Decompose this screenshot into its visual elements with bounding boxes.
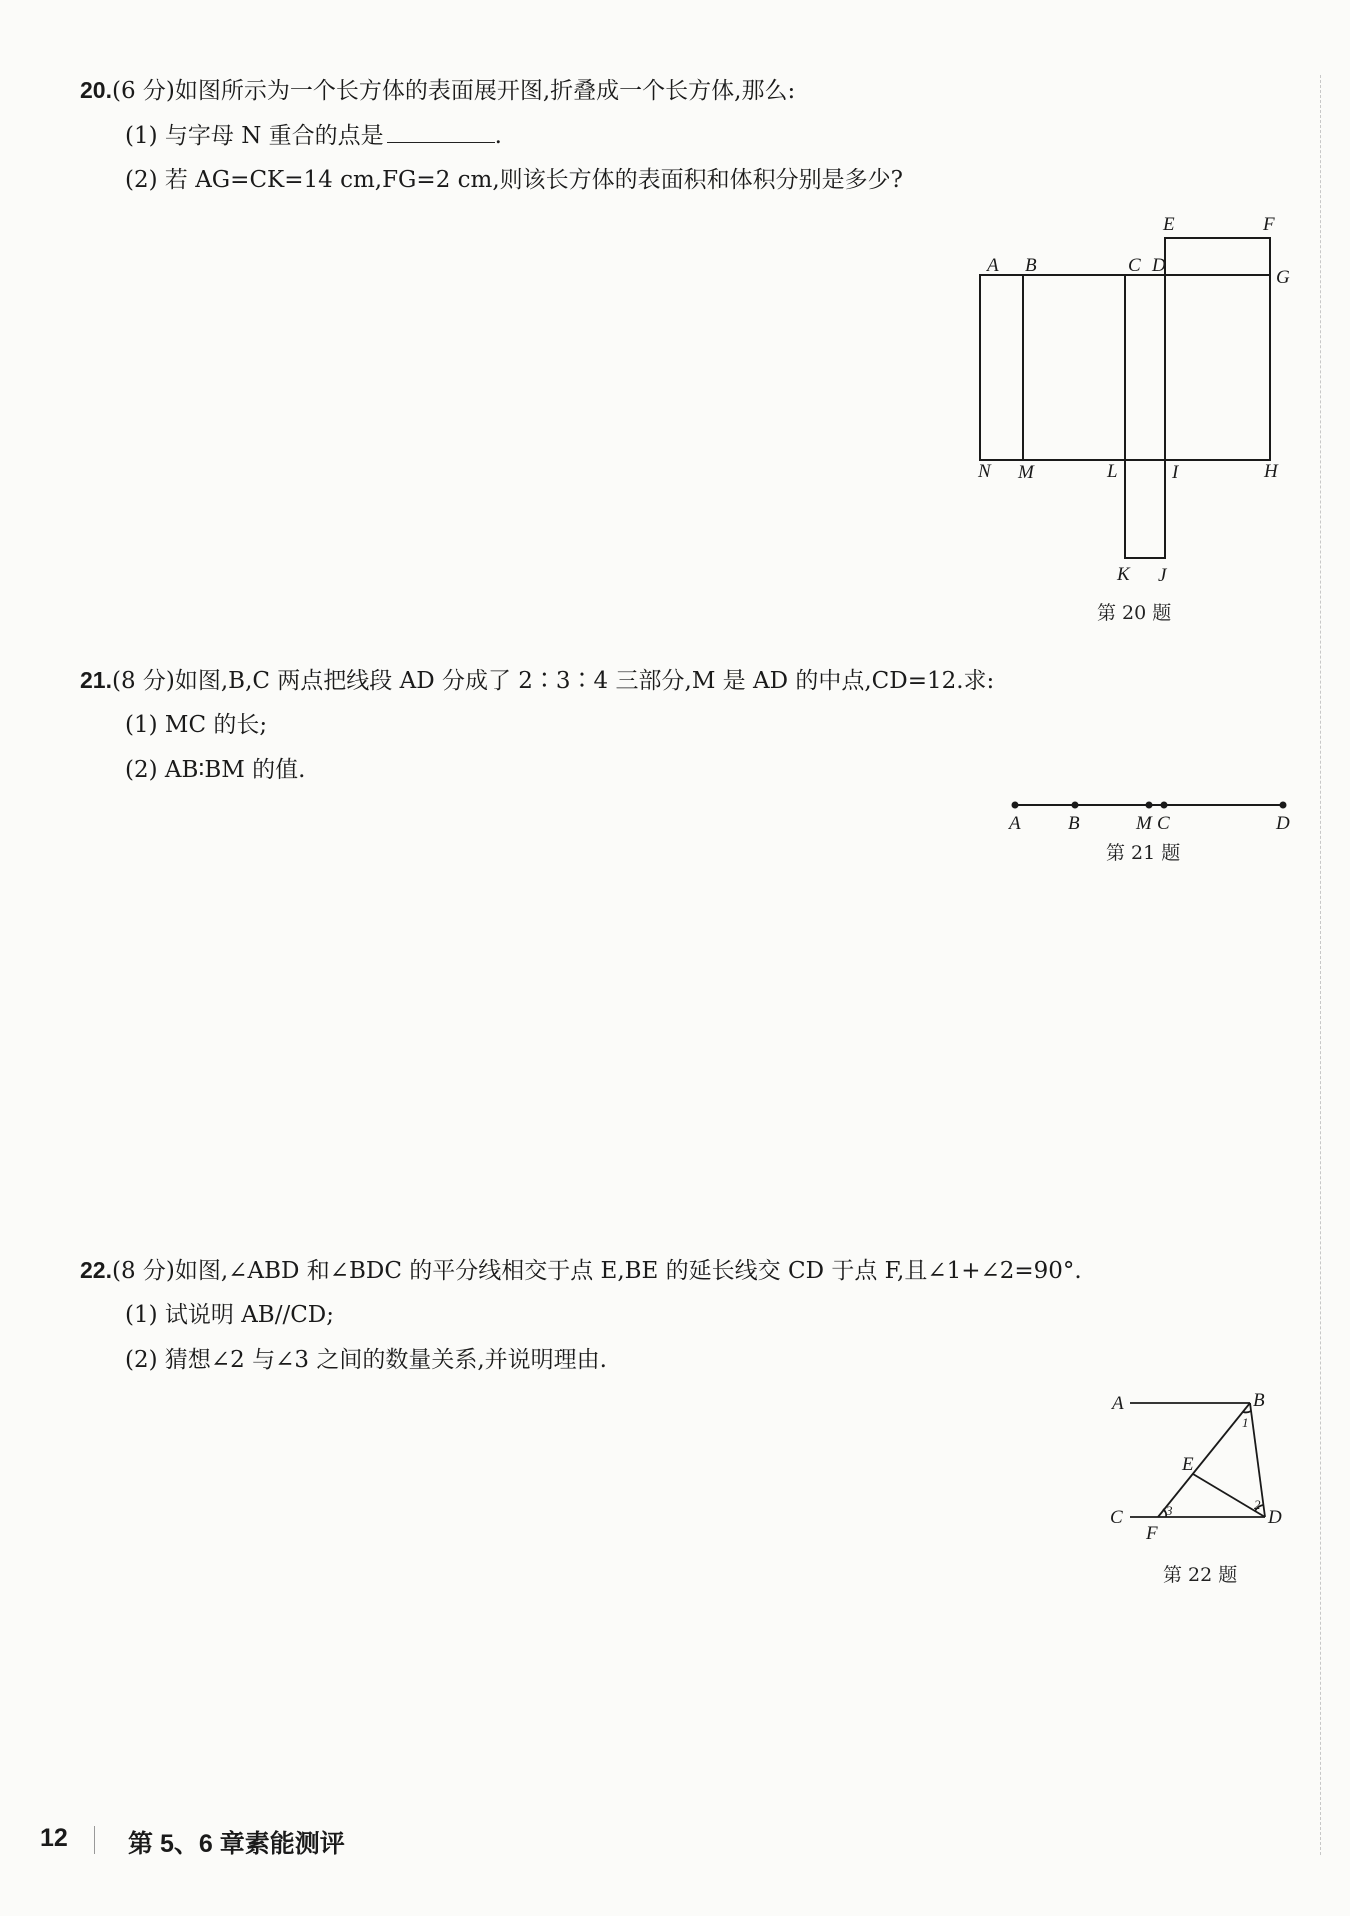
label-angle-3: 3 (1166, 1503, 1173, 1518)
label-A: A (987, 255, 999, 276)
label-J: J (1158, 565, 1167, 586)
label-B: B (1068, 813, 1080, 834)
label-E: E (1163, 214, 1175, 235)
label-I: I (1172, 462, 1179, 483)
q20-stem (80, 75, 795, 106)
q21-part1: (1) MC 的长; (125, 712, 268, 738)
point-C (1161, 802, 1168, 809)
page-number: 12 (40, 1824, 68, 1852)
label-A: A (1112, 1393, 1124, 1414)
q22-part1: (1) 试说明 AB//CD; (125, 1302, 334, 1328)
label-angle-2: 2 (1254, 1497, 1261, 1512)
q20-part1-text: (1) 与字母 N 重合的点是 (125, 123, 384, 149)
label-F: F (1263, 214, 1275, 235)
q22-figure-angles (1100, 1385, 1300, 1555)
label-E: E (1182, 1454, 1194, 1475)
label-B: B (1025, 255, 1037, 276)
label-D: D (1268, 1507, 1282, 1528)
label-N: N (978, 461, 991, 482)
point-D (1280, 802, 1287, 809)
label-F: F (1146, 1523, 1158, 1544)
point-B (1072, 802, 1079, 809)
q20-part1-end: . (494, 123, 502, 149)
q20-answer-blank[interactable] (387, 120, 495, 143)
q21-stem-text: (8 分)如图,B,C 两点把线段 AD 分成了 2∶3∶4 三部分,M 是 AD 的中点,CD=12.求: (111, 668, 995, 694)
label-L: L (1107, 461, 1118, 482)
label-H: H (1264, 461, 1278, 482)
label-angle-1: 1 (1242, 1415, 1249, 1430)
label-C: C (1157, 813, 1170, 834)
q21-caption: 第 21 题 (1106, 842, 1181, 864)
label-M: M (1018, 462, 1034, 483)
q21-number: 21. (80, 667, 112, 693)
footer-divider (94, 1826, 95, 1854)
q22-stem-text: (8 分)如图,∠ABD 和∠BDC 的平分线相交于点 E,BE 的延长线交 CD 于点 F,且∠1+∠2=90°. (111, 1258, 1082, 1284)
footer-title: 第 5、6 章素能测评 (128, 1830, 345, 1858)
point-A (1012, 802, 1019, 809)
label-A: A (1009, 813, 1021, 834)
label-C: C (1110, 1507, 1123, 1528)
q20-caption: 第 20 题 (1097, 602, 1172, 624)
label-B: B (1253, 1390, 1265, 1411)
label-M: M (1136, 813, 1152, 834)
q20-stem-text: (6 分)如图所示为一个长方体的表面展开图,折叠成一个长方体,那么: (111, 78, 796, 104)
q22-caption: 第 22 题 (1163, 1564, 1238, 1586)
point-M (1146, 802, 1153, 809)
label-D: D (1152, 255, 1166, 276)
net-top-flap (1165, 238, 1270, 275)
q21-figure-segment (1000, 795, 1300, 835)
q20-part1 (125, 120, 502, 151)
q22-number: 22. (80, 1257, 112, 1283)
q20-part2: (2) 若 AG=CK=14 cm,FG=2 cm,则该长方体的表面积和体积分别是多少? (125, 167, 903, 193)
label-C: C (1128, 255, 1141, 276)
net-bottom-flap (1125, 460, 1165, 558)
q21-part2: (2) AB∶BM 的值. (125, 757, 306, 783)
label-K: K (1117, 564, 1130, 585)
q21-stem (80, 665, 994, 696)
q22-stem (80, 1255, 1082, 1286)
margin-rule (1320, 75, 1321, 1855)
label-G: G (1276, 267, 1290, 288)
q20-number: 20. (80, 77, 112, 103)
q20-figure-net (960, 205, 1300, 590)
q22-part2: (2) 猜想∠2 与∠3 之间的数量关系,并说明理由. (125, 1347, 607, 1373)
label-D: D (1276, 813, 1290, 834)
